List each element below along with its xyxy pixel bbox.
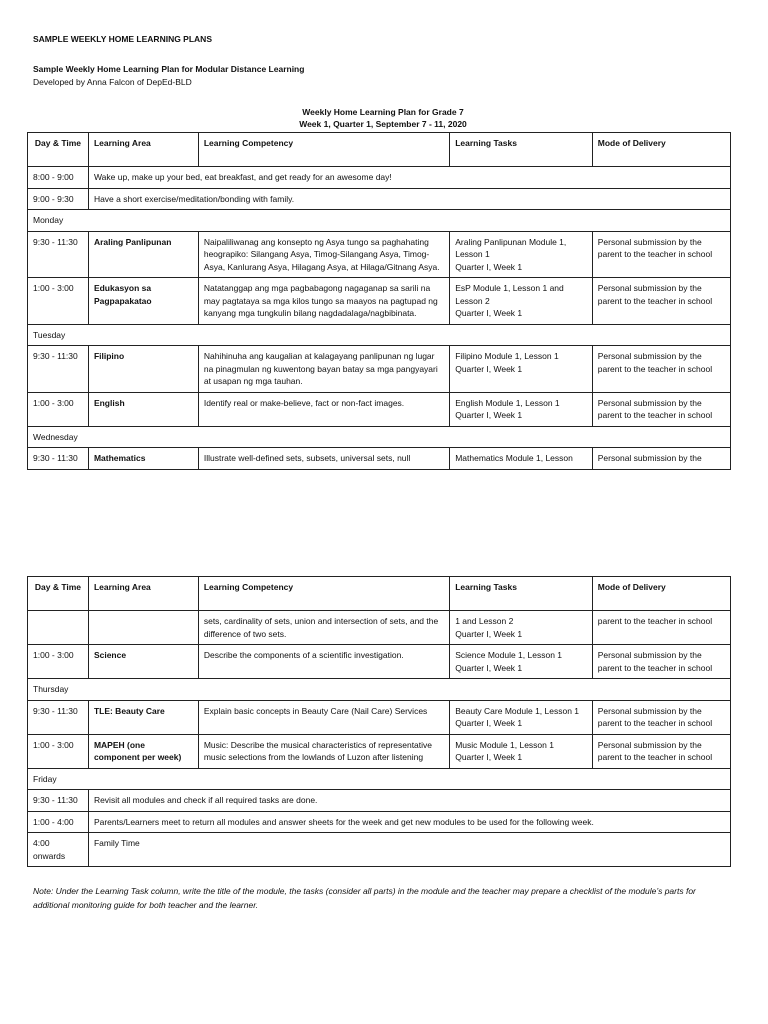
learning-tasks-cell <box>450 392 593 426</box>
time-cell <box>28 611 89 645</box>
table-row <box>28 167 731 189</box>
column-header-learning-area: Learning Area <box>88 577 198 611</box>
learning-competency-cell: sets, cardinality of sets, union and intersection of sets, and the difference of two sets. <box>198 611 449 645</box>
learning-tasks-cell <box>450 645 593 679</box>
table-row <box>28 734 731 768</box>
time-cell: 9:00 - 9:30 <box>28 188 89 210</box>
mode-of-delivery-cell: parent to the teacher in school <box>592 611 730 645</box>
learning-competency-cell: Natatanggap ang mga pagbabagong nagaganap sa sarili na may pagtataya sa mga kilos tungo sa maayos na pagtupad ng kanyang mga tungkulin bilang nagdadalaga/nagbibinata. <box>198 278 449 325</box>
learning-plan-table-1 <box>27 132 731 470</box>
task-line: 1 and Lesson 2 <box>455 616 514 626</box>
task-line: Quarter I, Week 1 <box>455 662 523 673</box>
day-row-monday <box>28 210 731 232</box>
activity-cell: Have a short exercise/meditation/bonding with family. <box>88 188 730 210</box>
table-row <box>28 448 731 470</box>
mode-of-delivery-cell: Personal submission by the parent to the teacher in school <box>592 700 730 734</box>
learning-competency-cell: Naipaliliwanag ang konsepto ng Asya tungo sa paghahating heograpiko: Silangang Asya, Timog-Silangang Asya, Timog-Asya, Kanlurang Asya, Hilagang Asya, at Hilaga/Gitnang Asya. <box>198 231 449 278</box>
table-row <box>28 278 731 325</box>
time-cell: 9:30 - 11:30 <box>28 231 89 278</box>
task-line: Araling Panlipunan Module 1, Lesson 1 <box>455 236 567 259</box>
mode-of-delivery-cell: Personal submission by the <box>592 448 730 470</box>
table-header-row <box>28 133 731 167</box>
time-cell: 8:00 - 9:00 <box>28 167 89 189</box>
day-label: Thursday <box>28 679 731 701</box>
day-label: Friday <box>28 768 731 790</box>
learning-tasks-cell <box>450 346 593 393</box>
table-row <box>28 188 731 210</box>
task-line: Quarter I, Week 1 <box>455 363 523 374</box>
task-line: Quarter I, Week 1 <box>455 308 523 318</box>
task-line: EsP Module 1, Lesson 1 and Lesson 2 <box>455 283 564 306</box>
time-cell: 1:00 - 3:00 <box>28 278 89 325</box>
document-header <box>33 34 733 130</box>
mode-of-delivery-cell: Personal submission by the parent to the teacher in school <box>592 278 730 325</box>
learning-area-cell: MAPEH (one component per week) <box>88 734 198 768</box>
document-subtitle: Sample Weekly Home Learning Plan for Modular Distance Learning <box>33 63 305 74</box>
table-row <box>28 811 731 833</box>
time-cell: 9:30 - 11:30 <box>28 448 89 470</box>
day-row-tuesday <box>28 324 731 346</box>
learning-competency-cell: Music: Describe the musical characteristics of representative music selections from the lowlands of Luzon after listening <box>198 734 449 768</box>
day-row-friday <box>28 768 731 790</box>
plan-week: Week 1, Quarter 1, September 7 - 11, 2020 <box>299 118 467 129</box>
learning-area-cell: Filipino <box>88 346 198 393</box>
learning-plan-table-2 <box>27 576 731 867</box>
learning-tasks-cell <box>450 278 593 325</box>
time-cell: 9:30 - 11:30 <box>28 346 89 393</box>
table-row <box>28 790 731 812</box>
learning-tasks-cell <box>450 734 593 768</box>
task-line: Quarter I, Week 1 <box>455 410 523 420</box>
plan-title: Weekly Home Learning Plan for Grade 7 <box>302 106 464 117</box>
learning-area-cell: English <box>88 392 198 426</box>
task-line: English Module 1, Lesson 1 <box>455 397 560 408</box>
mode-of-delivery-cell: Personal submission by the parent to the teacher in school <box>592 734 730 768</box>
mode-of-delivery-cell: Personal submission by the parent to the teacher in school <box>592 645 730 679</box>
column-header-learning-tasks: Learning Tasks <box>450 133 593 167</box>
column-header-learning-competency: Learning Competency <box>198 133 449 167</box>
mode-of-delivery-cell: Personal submission by the parent to the teacher in school <box>592 346 730 393</box>
column-header-mode-of-delivery: Mode of Delivery <box>592 133 730 167</box>
learning-area-cell: Araling Panlipunan <box>88 231 198 278</box>
column-header-learning-competency: Learning Competency <box>198 577 449 611</box>
day-label: Wednesday <box>28 426 731 448</box>
learning-tasks-cell <box>450 231 593 278</box>
column-header-learning-area: Learning Area <box>88 133 198 167</box>
time-cell: 1:00 - 4:00 <box>28 811 89 833</box>
table-row <box>28 700 731 734</box>
day-row-wednesday <box>28 426 731 448</box>
table-header-row <box>28 577 731 611</box>
learning-area-cell: Edukasyon sa Pagpapakatao <box>88 278 198 325</box>
column-header-day-time: Day & Time <box>28 577 89 611</box>
time-cell: 9:30 - 11:30 <box>28 700 89 734</box>
learning-area-cell: TLE: Beauty Care <box>88 700 198 734</box>
task-line: Beauty Care Module 1, Lesson 1 <box>455 705 580 716</box>
column-header-day-time: Day & Time <box>28 133 89 167</box>
mode-of-delivery-cell: Personal submission by the parent to the teacher in school <box>592 392 730 426</box>
document-top-title: SAMPLE WEEKLY HOME LEARNING PLANS <box>33 34 212 44</box>
time-cell: 4:00 onwards <box>28 833 89 867</box>
learning-competency-cell: Nahihinuha ang kaugalian at kalagayang panlipunan ng lugar na pinagmulan ng kuwentong bayan batay sa mga pangyayari at usapan ng mga tauhan. <box>198 346 449 393</box>
learning-competency-cell: Identify real or make-believe, fact or non-fact images. <box>198 392 449 426</box>
table-row <box>28 611 731 645</box>
learning-competency-cell: Describe the components of a scientific investigation. <box>198 645 449 679</box>
task-line: Music Module 1, Lesson 1 <box>455 739 554 750</box>
activity-cell: Family Time <box>88 833 730 867</box>
column-header-mode-of-delivery: Mode of Delivery <box>592 577 730 611</box>
learning-area-cell: Science <box>88 645 198 679</box>
table-row <box>28 833 731 867</box>
task-line: Filipino Module 1, Lesson 1 <box>455 351 559 361</box>
day-label: Tuesday <box>28 324 731 346</box>
time-cell: 1:00 - 3:00 <box>28 645 89 679</box>
learning-competency-cell: Explain basic concepts in Beauty Care (Nail Care) Services <box>198 700 449 734</box>
activity-cell: Parents/Learners meet to return all modules and answer sheets for the week and get new modules to be used for the following week. <box>88 811 730 833</box>
time-cell: 1:00 - 3:00 <box>28 392 89 426</box>
table-row <box>28 645 731 679</box>
column-header-learning-tasks: Learning Tasks <box>450 577 593 611</box>
day-label: Monday <box>28 210 731 232</box>
table-row <box>28 392 731 426</box>
learning-tasks-cell <box>450 611 593 645</box>
task-line: Quarter I, Week 1 <box>455 752 523 762</box>
document-developer: Developed by Anna Falcon of DepEd-BLD <box>33 76 192 87</box>
task-line: Science Module 1, Lesson 1 <box>455 650 563 660</box>
day-row-thursday <box>28 679 731 701</box>
task-line: Quarter I, Week 1 <box>455 261 523 272</box>
task-line: Quarter I, Week 1 <box>455 628 523 639</box>
footnote: Note: Under the Learning Task column, write the title of the module, the tasks (consider all parts) in the module and the teacher may prepare a checklist of the module’s parts for additional monitoring guide for both teacher and the learner. <box>33 886 696 910</box>
time-cell: 1:00 - 3:00 <box>28 734 89 768</box>
learning-competency-cell: Illustrate well-defined sets, subsets, universal sets, null <box>198 448 449 470</box>
table-row <box>28 231 731 278</box>
learning-tasks-cell <box>450 700 593 734</box>
task-line: Quarter I, Week 1 <box>455 718 523 728</box>
activity-cell: Wake up, make up your bed, eat breakfast, and get ready for an awesome day! <box>88 167 730 189</box>
time-cell: 9:30 - 11:30 <box>28 790 89 812</box>
learning-area-cell: Mathematics <box>88 448 198 470</box>
learning-tasks-cell: Mathematics Module 1, Lesson <box>450 448 593 470</box>
learning-area-cell <box>88 611 198 645</box>
table-row <box>28 346 731 393</box>
activity-cell: Revisit all modules and check if all required tasks are done. <box>88 790 730 812</box>
mode-of-delivery-cell: Personal submission by the parent to the teacher in school <box>592 231 730 278</box>
